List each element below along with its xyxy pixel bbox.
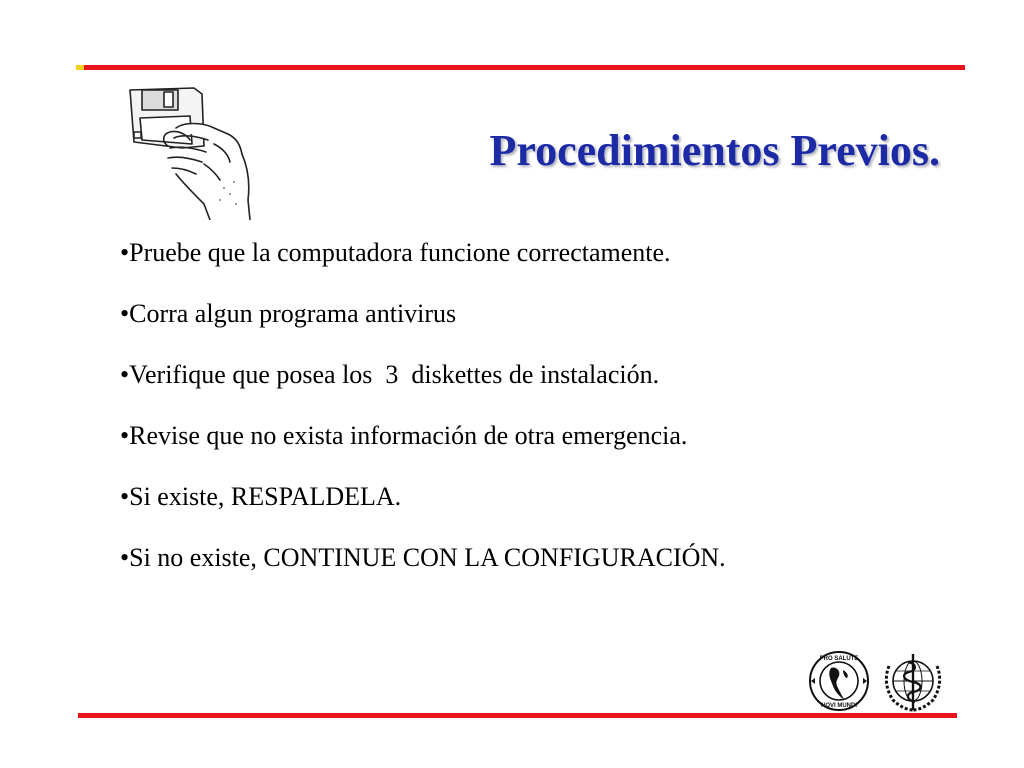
- slide-title: Procedimientos Previos.: [489, 126, 940, 175]
- bullet-item: •Revise que no exista información de otra emergencia.: [120, 421, 688, 450]
- bottom-rule: [78, 713, 957, 718]
- bullet-item: •Si no existe, CONTINUE CON LA CONFIGURACIÓN.: [120, 543, 726, 572]
- hand-holding-floppy-disk-icon: [124, 84, 256, 220]
- top-rule-accent: [76, 65, 84, 70]
- who-emblem-icon: [886, 654, 939, 710]
- bullet-list: [120, 238, 960, 604]
- top-rule: [84, 65, 965, 70]
- bullet-item: •Verifique que posea los 3 diskettes de instalación.: [120, 360, 660, 389]
- bullet-item: •Pruebe que la computadora funcione correctamente.: [120, 238, 671, 267]
- organization-logos: [805, 648, 953, 712]
- paho-seal-text-bottom: NOVI MUNDI: [821, 703, 857, 709]
- paho-seal-text-top: PRO SALUTE: [819, 656, 859, 662]
- bullet-item: •Corra algun programa antivirus: [120, 299, 457, 328]
- paho-seal-icon: [810, 652, 868, 710]
- bullet-item: •Si existe, RESPALDELA.: [120, 482, 402, 511]
